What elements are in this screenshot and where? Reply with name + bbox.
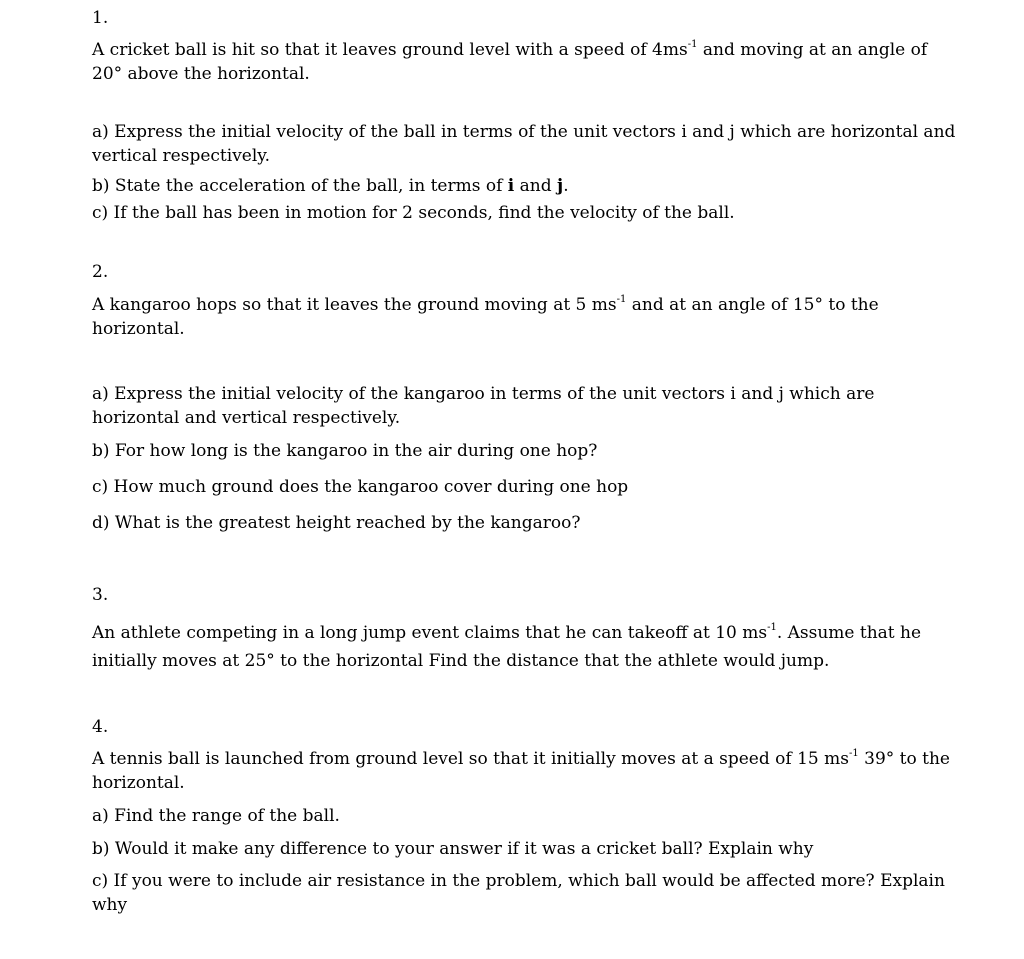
q2-intro-text: A kangaroo hops so that it leaves the ground moving at 5 ms: [92, 295, 617, 315]
q4-number: 4.: [92, 717, 109, 737]
q3-text: [92, 619, 962, 675]
q4-intro-text: A tennis ball is launched from ground level so that it initially moves at a speed of 15 ms: [92, 749, 849, 769]
q2-part-a: a) Express the initial velocity of the kangaroo in terms of the unit vectors i and j which are horizontal and vertical respectively.: [92, 384, 875, 428]
q2-intro: [92, 293, 962, 341]
q4-intro-superscript: -1: [848, 748, 859, 760]
q2-part-d: d) What is the greatest height reached by the kangaroo?: [92, 513, 581, 533]
q4-intro: [92, 747, 962, 795]
q3-number: 3.: [92, 585, 109, 605]
q4-part-a: a) Find the range of the ball.: [92, 806, 340, 826]
q3-text-start: An athlete competing in a long jump event claims that he can takeoff at 10 ms: [92, 623, 768, 643]
q2-part-c: c) How much ground does the kangaroo cover during one hop: [92, 477, 629, 497]
q4-part-c: c) If you were to include air resistance in the problem, which ball would be affected more? Explain why: [92, 871, 945, 915]
q2-intro-text-end: and at an angle of 15° to the horizontal.: [92, 295, 879, 339]
q1-part-b-end: .: [563, 176, 569, 196]
q1-part-b-i: i: [507, 176, 515, 196]
q4-part-b: b) Would it make any difference to your answer if it was a cricket ball? Explain why: [92, 839, 814, 859]
q3-text-end: . Assume that he initially moves at 25° to the horizontal Find the distance that the athlete would jump.: [92, 623, 922, 671]
q2-intro-superscript: -1: [616, 294, 627, 306]
q1-intro: [92, 38, 962, 86]
q4-intro-text-end: 39° to the horizontal.: [92, 749, 950, 793]
q1-intro-text: A cricket ball is hit so that it leaves ground level with a speed of 4ms: [92, 40, 688, 60]
q1-part-c: c) If the ball has been in motion for 2 seconds, find the velocity of the ball.: [92, 203, 735, 223]
q1-number: 1.: [92, 8, 109, 28]
q1-part-b-j: j: [557, 176, 564, 196]
q1-part-b-and: and: [514, 176, 558, 196]
q1-part-b-text: b) State the acceleration of the ball, in terms of: [92, 176, 508, 196]
q1-intro-text-end: and moving at an angle of 20° above the horizontal.: [92, 40, 928, 84]
q1-part-b: [92, 174, 962, 198]
q3-text-superscript: -1: [767, 622, 777, 634]
q1-intro-superscript: -1: [687, 39, 698, 51]
q2-part-b: b) For how long is the kangaroo in the air during one hop?: [92, 441, 598, 461]
q1-part-a: a) Express the initial velocity of the ball in terms of the unit vectors i and j which are horizontal and vertical respectively.: [92, 122, 956, 166]
q2-number: 2.: [92, 262, 109, 282]
